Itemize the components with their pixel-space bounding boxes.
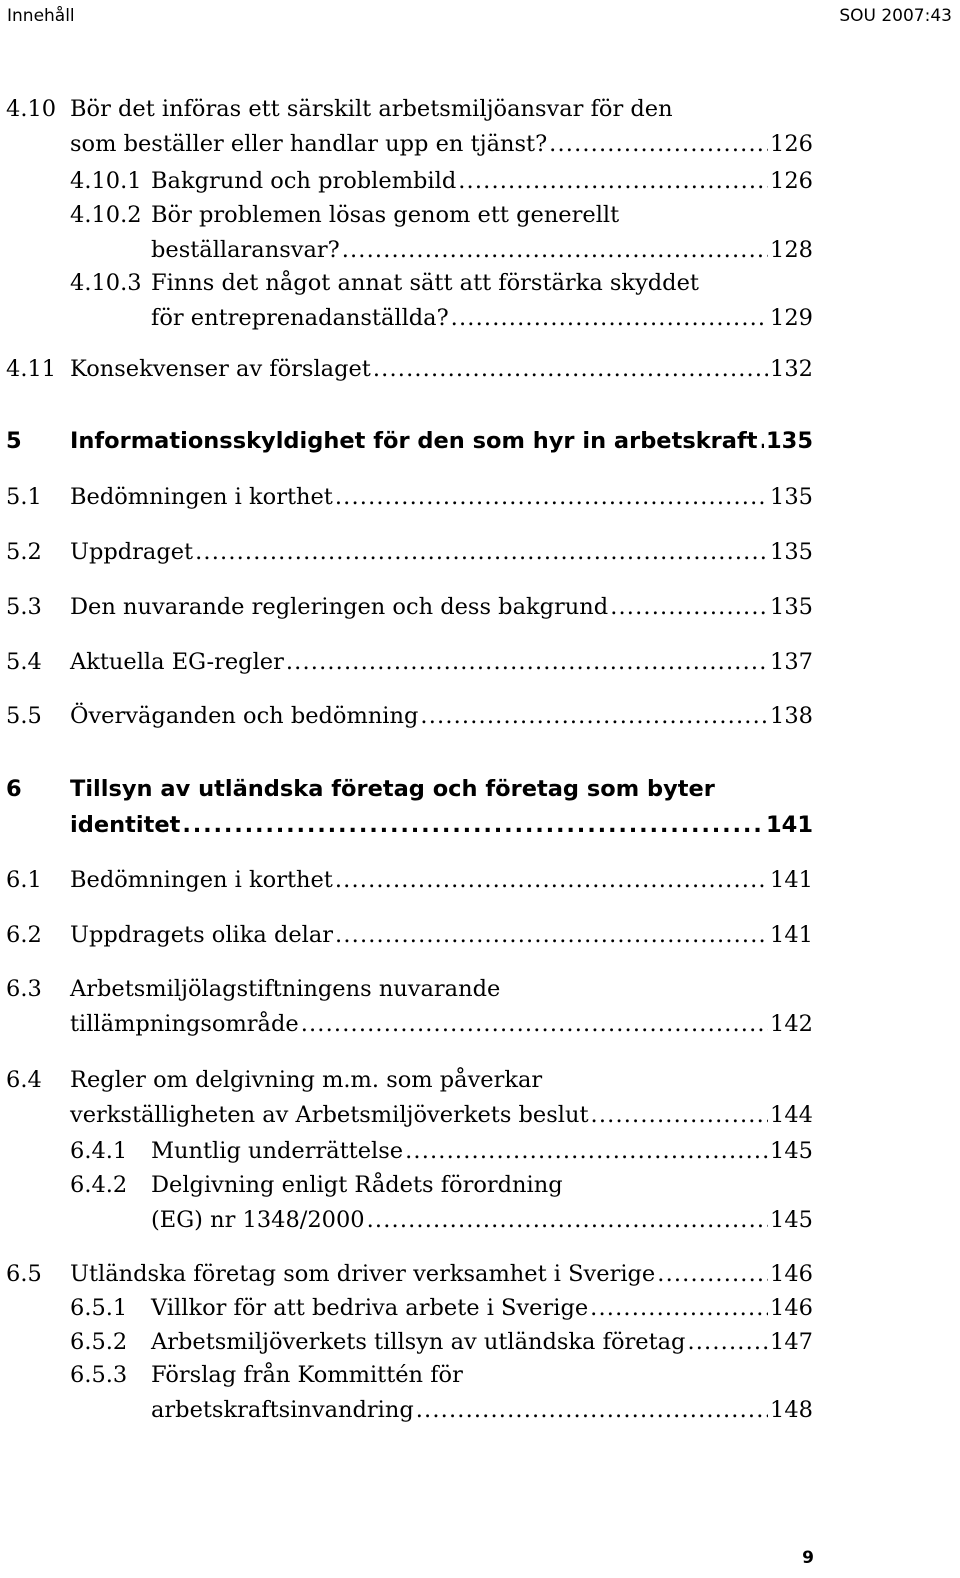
toc-entry-page: 144: [770, 1102, 813, 1128]
toc-entry-number: 6.5: [6, 1261, 42, 1287]
dot-leader: [373, 351, 768, 387]
toc-entry-number: 5.2: [6, 539, 42, 565]
toc-entry-title: beställaransvar?: [151, 237, 340, 263]
toc-entry-title: Finns det något annat sätt att förstärka skyddet: [151, 270, 699, 296]
toc-entry-title: Bedömningen i korthet: [70, 484, 333, 510]
toc-entry-title: (EG) nr 1348/2000: [151, 1207, 365, 1233]
toc-entry-page: 132: [770, 356, 813, 382]
toc-entry-page: 135: [766, 428, 813, 454]
toc-entry-number: 6.5.1: [70, 1295, 128, 1321]
toc-entry-number: 6.5.2: [70, 1329, 128, 1355]
dot-leader: [760, 423, 765, 459]
toc-entry-page: 128: [770, 237, 813, 263]
dot-leader: [335, 917, 768, 953]
toc-entry-title: Arbetsmiljöverkets tillsyn av utländska företag: [151, 1329, 686, 1355]
toc-entry-title: som beställer eller handlar upp en tjänst?: [70, 131, 548, 157]
toc-entry-title: Regler om delgivning m.m. som påverkar: [70, 1067, 543, 1093]
dot-leader: [405, 1133, 768, 1169]
toc-entry-title: verkställigheten av Arbetsmiljöverkets beslut: [70, 1102, 589, 1128]
dot-leader: [420, 698, 768, 734]
running-header-section: Innehåll: [7, 6, 75, 26]
toc-entry-page: 137: [770, 649, 813, 675]
toc-entry-page: 135: [770, 594, 813, 620]
toc-entry-title: Bakgrund och problembild: [151, 168, 457, 194]
toc-entry-page: 146: [770, 1261, 813, 1287]
toc-entry-title: Tillsyn av utländska företag och företag som byter: [70, 776, 715, 802]
toc-entry-number: 6.3: [6, 976, 42, 1002]
toc-entry-number: 4.10.1: [70, 168, 142, 194]
toc-entry-number: 6.4: [6, 1067, 42, 1093]
toc-entry-page: 141: [770, 922, 813, 948]
toc-entry-title: Informationsskyldighet för den som hyr in arbetskraft: [70, 428, 758, 454]
toc-entry-title: Uppdraget: [70, 539, 194, 565]
dot-leader: [590, 1290, 768, 1326]
toc-entry-page: 135: [770, 539, 813, 565]
toc-entry-title: Överväganden och bedömning: [70, 703, 419, 729]
toc-entry-number: 6: [6, 776, 22, 802]
toc-entry-number: 5.4: [6, 649, 42, 675]
toc-entry-number: 6.2: [6, 922, 42, 948]
toc-entry-title: Bör det införas ett särskilt arbetsmiljöansvar för den: [70, 96, 673, 122]
toc-entry-title: Muntlig underrättelse: [151, 1138, 404, 1164]
dot-leader: [451, 300, 768, 336]
toc-entry-title: Den nuvarande regleringen och dess bakgrund: [70, 594, 609, 620]
dot-leader: [591, 1097, 769, 1133]
toc-entry-title: Arbetsmiljölagstiftningens nuvarande: [70, 976, 501, 1002]
toc-entry-page: 141: [766, 812, 813, 838]
toc-entry-page: 146: [770, 1295, 813, 1321]
toc-entry-page: 129: [770, 305, 813, 331]
toc-entry-number: 5.1: [6, 484, 42, 510]
toc-entry-title: tillämpningsområde: [70, 1011, 299, 1037]
toc-entry-number: 5: [6, 428, 22, 454]
toc-entry-number: 6.5.3: [70, 1362, 128, 1388]
toc-entry-page: 145: [770, 1207, 813, 1233]
toc-entry-number: 5.5: [6, 703, 42, 729]
running-header-report-id: SOU 2007:43: [839, 6, 952, 26]
dot-leader: [335, 862, 768, 898]
toc-entry-page: 138: [770, 703, 813, 729]
toc-entry-title: Utländska företag som driver verksamhet i Sverige: [70, 1261, 656, 1287]
toc-entry-number: 6.1: [6, 867, 42, 893]
toc-entry-number: 5.3: [6, 594, 42, 620]
dot-leader: [657, 1256, 768, 1292]
dot-leader: [335, 479, 768, 515]
toc-entry-page: 126: [770, 168, 813, 194]
dot-leader: [416, 1392, 768, 1428]
toc-entry-title: Villkor för att bedriva arbete i Sverige: [151, 1295, 589, 1321]
page-number: 9: [802, 1548, 814, 1568]
toc-entry-title: Uppdragets olika delar: [70, 922, 334, 948]
dot-leader: [687, 1324, 768, 1360]
toc-entry-title: Konsekvenser av förslaget: [70, 356, 371, 382]
toc-entry-number: 4.10.2: [70, 202, 142, 228]
dot-leader: [182, 807, 764, 843]
toc-entry-title: identitet: [70, 812, 181, 838]
toc-entry-title: Delgivning enligt Rådets förordning: [151, 1172, 563, 1198]
dot-leader: [301, 1006, 768, 1042]
toc-entry-page: 126: [770, 131, 813, 157]
toc-entry-number: 4.10.3: [70, 270, 142, 296]
toc-entry-title: Aktuella EG-regler: [70, 649, 284, 675]
toc-entry-number: 6.4.2: [70, 1172, 128, 1198]
toc-entry-page: 141: [770, 867, 813, 893]
toc-entry-title: arbetskraftsinvandring: [151, 1397, 414, 1423]
toc-entry-title: för entreprenadanställda?: [151, 305, 449, 331]
toc-entry-number: 4.11: [6, 356, 57, 382]
toc-entry-page: 135: [770, 484, 813, 510]
toc-entry-page: 147: [770, 1329, 813, 1355]
dot-leader: [610, 589, 768, 625]
dot-leader: [342, 232, 768, 268]
toc-entry-page: 145: [770, 1138, 813, 1164]
dot-leader: [286, 644, 768, 680]
toc-entry-number: 4.10: [6, 96, 57, 122]
toc-entry-title: Förslag från Kommittén för: [151, 1362, 463, 1388]
toc-entry-number: 6.4.1: [70, 1138, 128, 1164]
toc-entry-title: Bedömningen i korthet: [70, 867, 333, 893]
dot-leader: [458, 163, 768, 199]
toc-entry-title: Bör problemen lösas genom ett generellt: [151, 202, 620, 228]
toc-entry-page: 142: [770, 1011, 813, 1037]
dot-leader: [195, 534, 768, 570]
toc-entry-page: 148: [770, 1397, 813, 1423]
dot-leader: [549, 126, 768, 162]
dot-leader: [367, 1202, 768, 1238]
